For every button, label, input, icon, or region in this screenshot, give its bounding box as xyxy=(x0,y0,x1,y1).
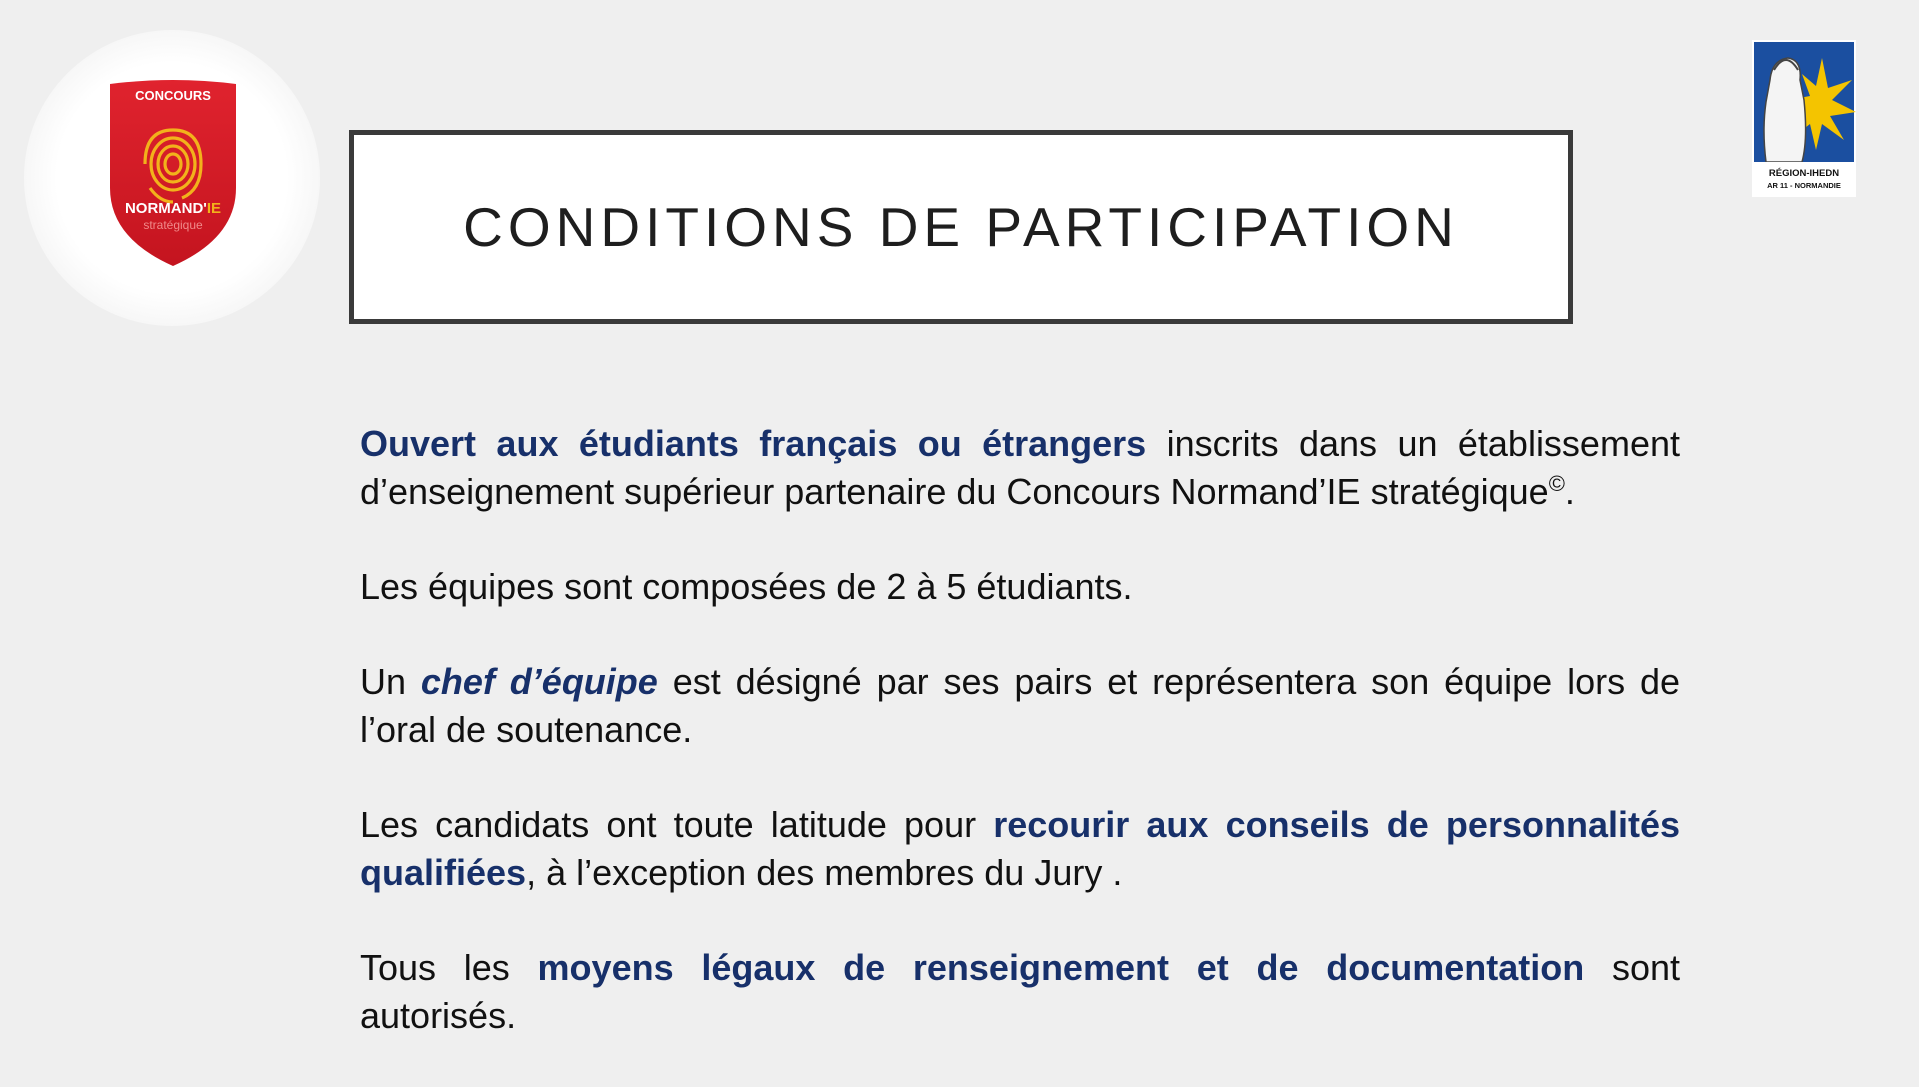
advisors-after: , à l’exception des membres du Jury . xyxy=(526,852,1123,893)
resources-after: sont autorisés. xyxy=(360,947,1680,1036)
resources-highlight: moyens légaux de renseignement et de documentation xyxy=(537,947,1585,988)
paragraph-team-size xyxy=(360,563,1680,611)
paragraph-eligibility xyxy=(360,420,1680,516)
title-box xyxy=(349,130,1573,324)
paragraph-resources xyxy=(360,944,1680,1040)
eligibility-end: . xyxy=(1564,471,1575,512)
ihedn-logo xyxy=(1752,40,1856,197)
ihedn-emblem-icon xyxy=(1752,40,1856,197)
page-title: CONDITIONS DE PARTICIPATION xyxy=(463,196,1459,258)
team-leader-highlight: chef d’équipe xyxy=(420,661,658,702)
team-leader-before: Un xyxy=(360,661,421,702)
concours-logo xyxy=(24,30,320,326)
eligibility-text: inscrits dans un établissement d’enseignement supérieur partenaire du Concours Normand’IE stratégique xyxy=(360,423,1680,512)
ihedn-line2: AR 11 - NORMANDIE xyxy=(1767,181,1841,190)
logo-sub-text: stratégique xyxy=(143,218,203,232)
resources-before: Tous les xyxy=(360,947,538,988)
paragraph-team-leader xyxy=(360,658,1680,754)
logo-top-text: CONCOURS xyxy=(135,88,211,103)
paragraph-advisors xyxy=(360,801,1680,897)
team-size-text: Les équipes sont composées de 2 à 5 étudiants. xyxy=(360,566,1133,607)
team-leader-after: est désigné par ses pairs et représentera son équipe lors de l’oral de soutenance. xyxy=(360,661,1680,750)
logo-name-text: NORMAND'IE xyxy=(124,200,222,217)
shield-logo-icon xyxy=(100,78,246,268)
advisors-before: Les candidats ont toute latitude pour xyxy=(360,804,994,845)
advisors-highlight: recourir aux conseils de personnalités qualifiées xyxy=(360,804,1680,893)
ihedn-line1: RÉGION-IHEDN xyxy=(1768,168,1840,179)
copyright-mark: © xyxy=(1548,471,1565,496)
conditions-content xyxy=(360,420,1680,1087)
eligibility-highlight: Ouvert aux étudiants français ou étrangers xyxy=(360,423,1147,464)
